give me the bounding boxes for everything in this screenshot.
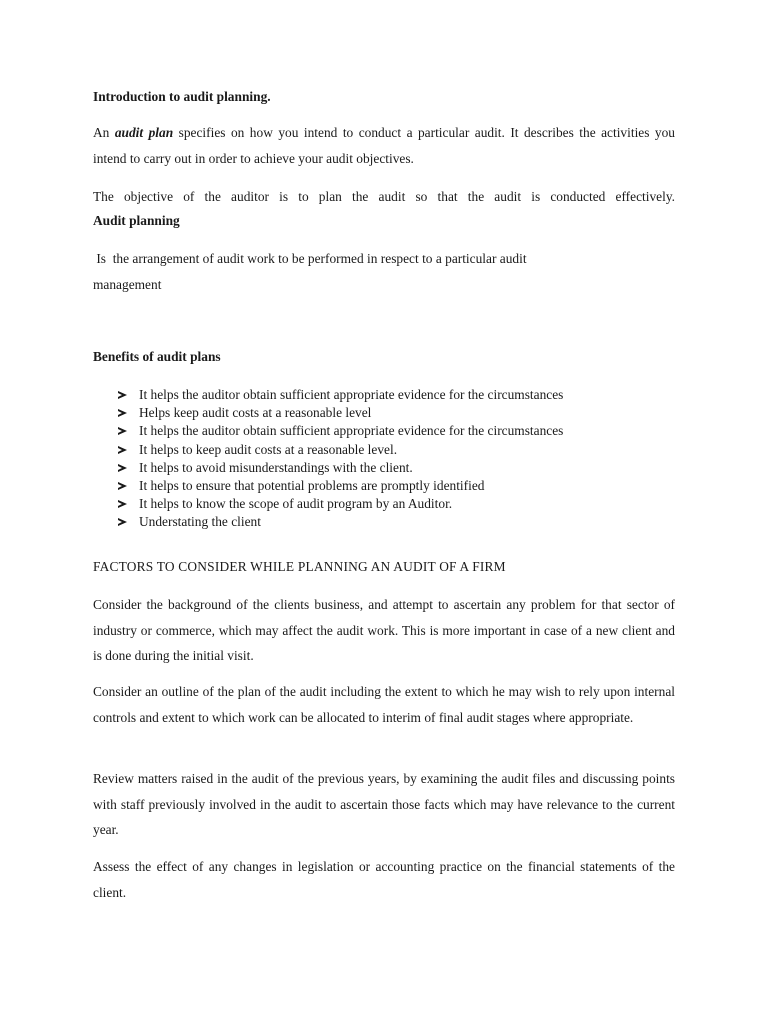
list-item-text: It helps the auditor obtain sufficient appropriate evidence for the circumstances bbox=[139, 423, 564, 439]
factors-paragraph-background: Consider the background of the clients business, and attempt to ascertain any problem for that sector of industry or commerce, which may affect the audit work. This is more important in case of a new client and is done during the initial visit. bbox=[93, 597, 675, 663]
intro-heading: Introduction to audit planning. bbox=[93, 89, 271, 104]
factors-heading: FACTORS TO CONSIDER WHILE PLANNING AN AUDIT OF A FIRM bbox=[93, 559, 506, 574]
arrow-bullet-icon bbox=[118, 518, 127, 526]
arrow-bullet-icon bbox=[118, 427, 127, 435]
benefits-heading: Benefits of audit plans bbox=[93, 349, 221, 364]
list-item bbox=[118, 386, 678, 404]
arrow-bullet-icon bbox=[118, 482, 127, 490]
arrow-bullet-icon bbox=[118, 446, 127, 454]
list-item-text: It helps to keep audit costs at a reasonable level. bbox=[139, 441, 398, 457]
benefits-list bbox=[118, 386, 678, 532]
objective-paragraph: The objective of the auditor is to plan the audit so that the audit is conducted effectively. bbox=[93, 189, 675, 204]
list-item-text: It helps the auditor obtain sufficient appropriate evidence for the circumstances bbox=[139, 387, 564, 402]
list-item bbox=[118, 404, 678, 422]
arrow-bullet-icon bbox=[118, 409, 127, 417]
list-item-text: It helps to know the scope of audit program by an Auditor. bbox=[139, 496, 453, 512]
audit-plan-description: specifies on how you intend to conduct a particular audit. It describes the activities you intend to carry out in order to achieve your audit objectives. bbox=[93, 125, 676, 166]
list-item bbox=[118, 495, 678, 513]
arrow-bullet-icon bbox=[118, 391, 127, 399]
list-item-text: It helps to avoid misunderstandings with the client. bbox=[139, 459, 413, 475]
list-item bbox=[118, 459, 678, 477]
list-item bbox=[118, 477, 678, 495]
list-item-text: Helps keep audit costs at a reasonable level bbox=[139, 405, 372, 421]
list-item-text: Understating the client bbox=[139, 514, 261, 530]
factors-paragraph-review: Review matters raised in the audit of the previous years, by examining the audit files and discussing points with staff previously involved in the audit to ascertain those facts which may have relevance to the current year. bbox=[93, 771, 675, 837]
audit-plan-prefix: An bbox=[93, 125, 115, 140]
list-item-text: It helps to ensure that potential problems are promptly identified bbox=[139, 477, 485, 493]
definition-line-2: management bbox=[93, 276, 162, 292]
list-item bbox=[118, 513, 678, 531]
definition-line-1: Is the arrangement of audit work to be performed in respect to a particular audit bbox=[93, 251, 527, 266]
list-item bbox=[118, 422, 678, 440]
audit-planning-heading: Audit planning bbox=[93, 213, 180, 228]
audit-plan-term: audit plan bbox=[114, 125, 174, 140]
audit-planning-definition bbox=[93, 246, 675, 297]
factors-paragraph-legislation: Assess the effect of any changes in legislation or accounting practice on the financial statements of the client. bbox=[93, 859, 675, 900]
list-item bbox=[118, 441, 678, 459]
arrow-bullet-icon bbox=[118, 500, 127, 508]
audit-plan-paragraph bbox=[93, 120, 675, 171]
arrow-bullet-icon bbox=[118, 464, 127, 472]
factors-paragraph-outline: Consider an outline of the plan of the audit including the extent to which he may wish to rely upon internal controls and extent to which work can be allocated to interim of final audit stages where appropriate. bbox=[93, 684, 675, 725]
